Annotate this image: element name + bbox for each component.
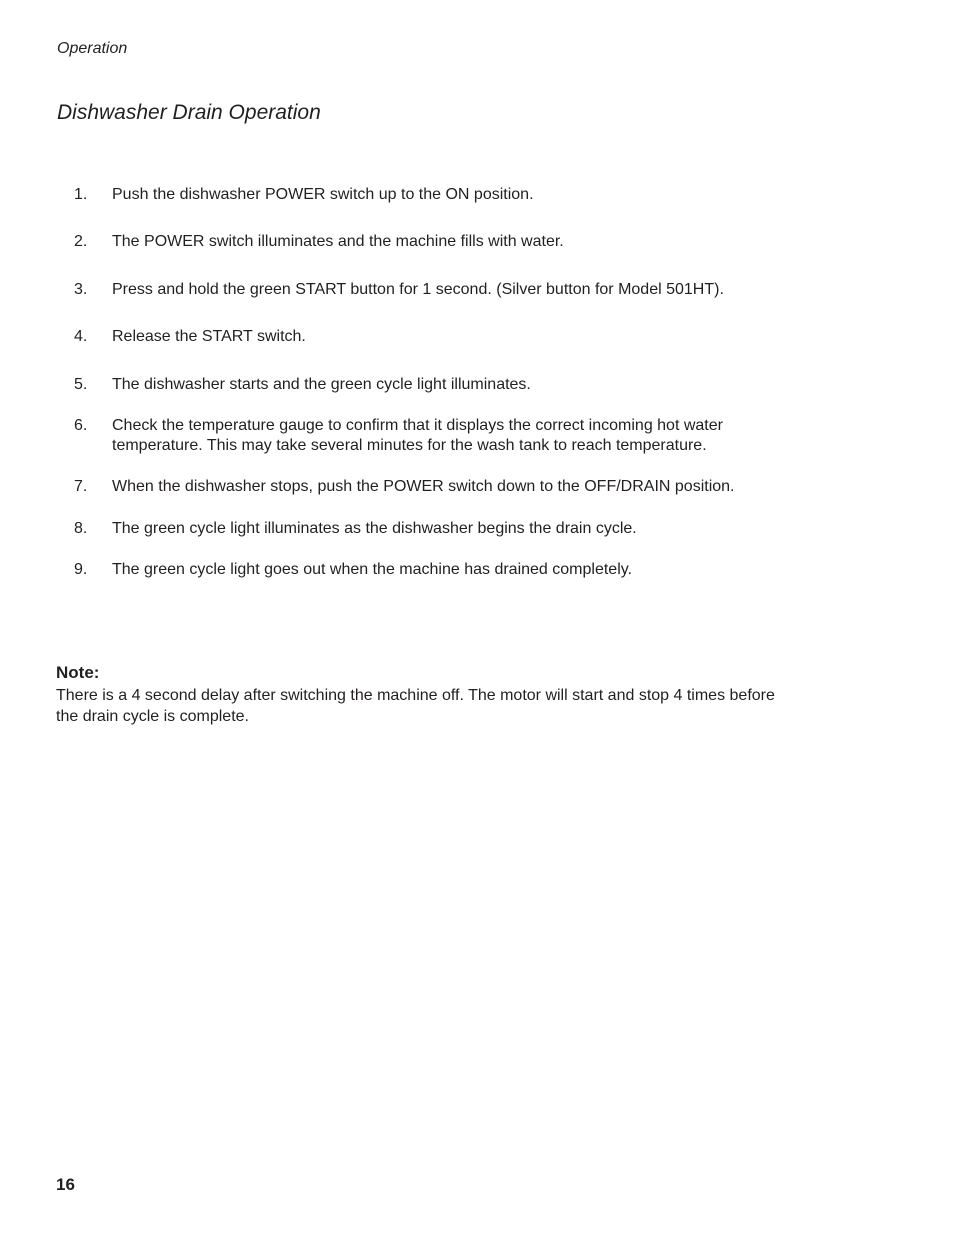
step-text: Press and hold the green START button for 1 second. (Silver button for Model 501HT). <box>112 281 724 298</box>
page-title: Dishwasher Drain Operation <box>57 101 321 124</box>
step-text: When the dishwasher stops, push the POWER switch down to the OFF/DRAIN position. <box>112 478 735 495</box>
page-number: 16 <box>56 1175 75 1194</box>
note-text: There is a 4 second delay after switching the machine off. The motor will start and stop 4 times before the drain cycle is complete. <box>56 687 775 725</box>
step-number: 6. <box>74 417 88 434</box>
step-number: 1. <box>74 186 88 203</box>
step-text: The dishwasher starts and the green cycle light illuminates. <box>112 376 531 393</box>
step-number: 2. <box>74 233 88 250</box>
section-header: Operation <box>57 40 128 57</box>
step-number: 4. <box>74 328 88 345</box>
step-number: 8. <box>74 520 88 537</box>
step-text: Push the dishwasher POWER switch up to the ON position. <box>112 186 534 203</box>
step-number: 7. <box>74 478 88 495</box>
step-text: Check the temperature gauge to confirm that it displays the correct incoming hot water temperature. This may take several minutes for the wash tank to reach temperature. <box>112 417 723 454</box>
step-text: The POWER switch illuminates and the machine fills with water. <box>112 233 564 250</box>
step-number: 5. <box>74 376 88 393</box>
step-text: Release the START switch. <box>112 328 306 345</box>
note-label: Note: <box>56 663 100 682</box>
step-number: 3. <box>74 281 88 298</box>
step-text: The green cycle light illuminates as the dishwasher begins the drain cycle. <box>112 520 637 537</box>
step-text: The green cycle light goes out when the machine has drained completely. <box>112 561 633 578</box>
step-number: 9. <box>74 561 88 578</box>
